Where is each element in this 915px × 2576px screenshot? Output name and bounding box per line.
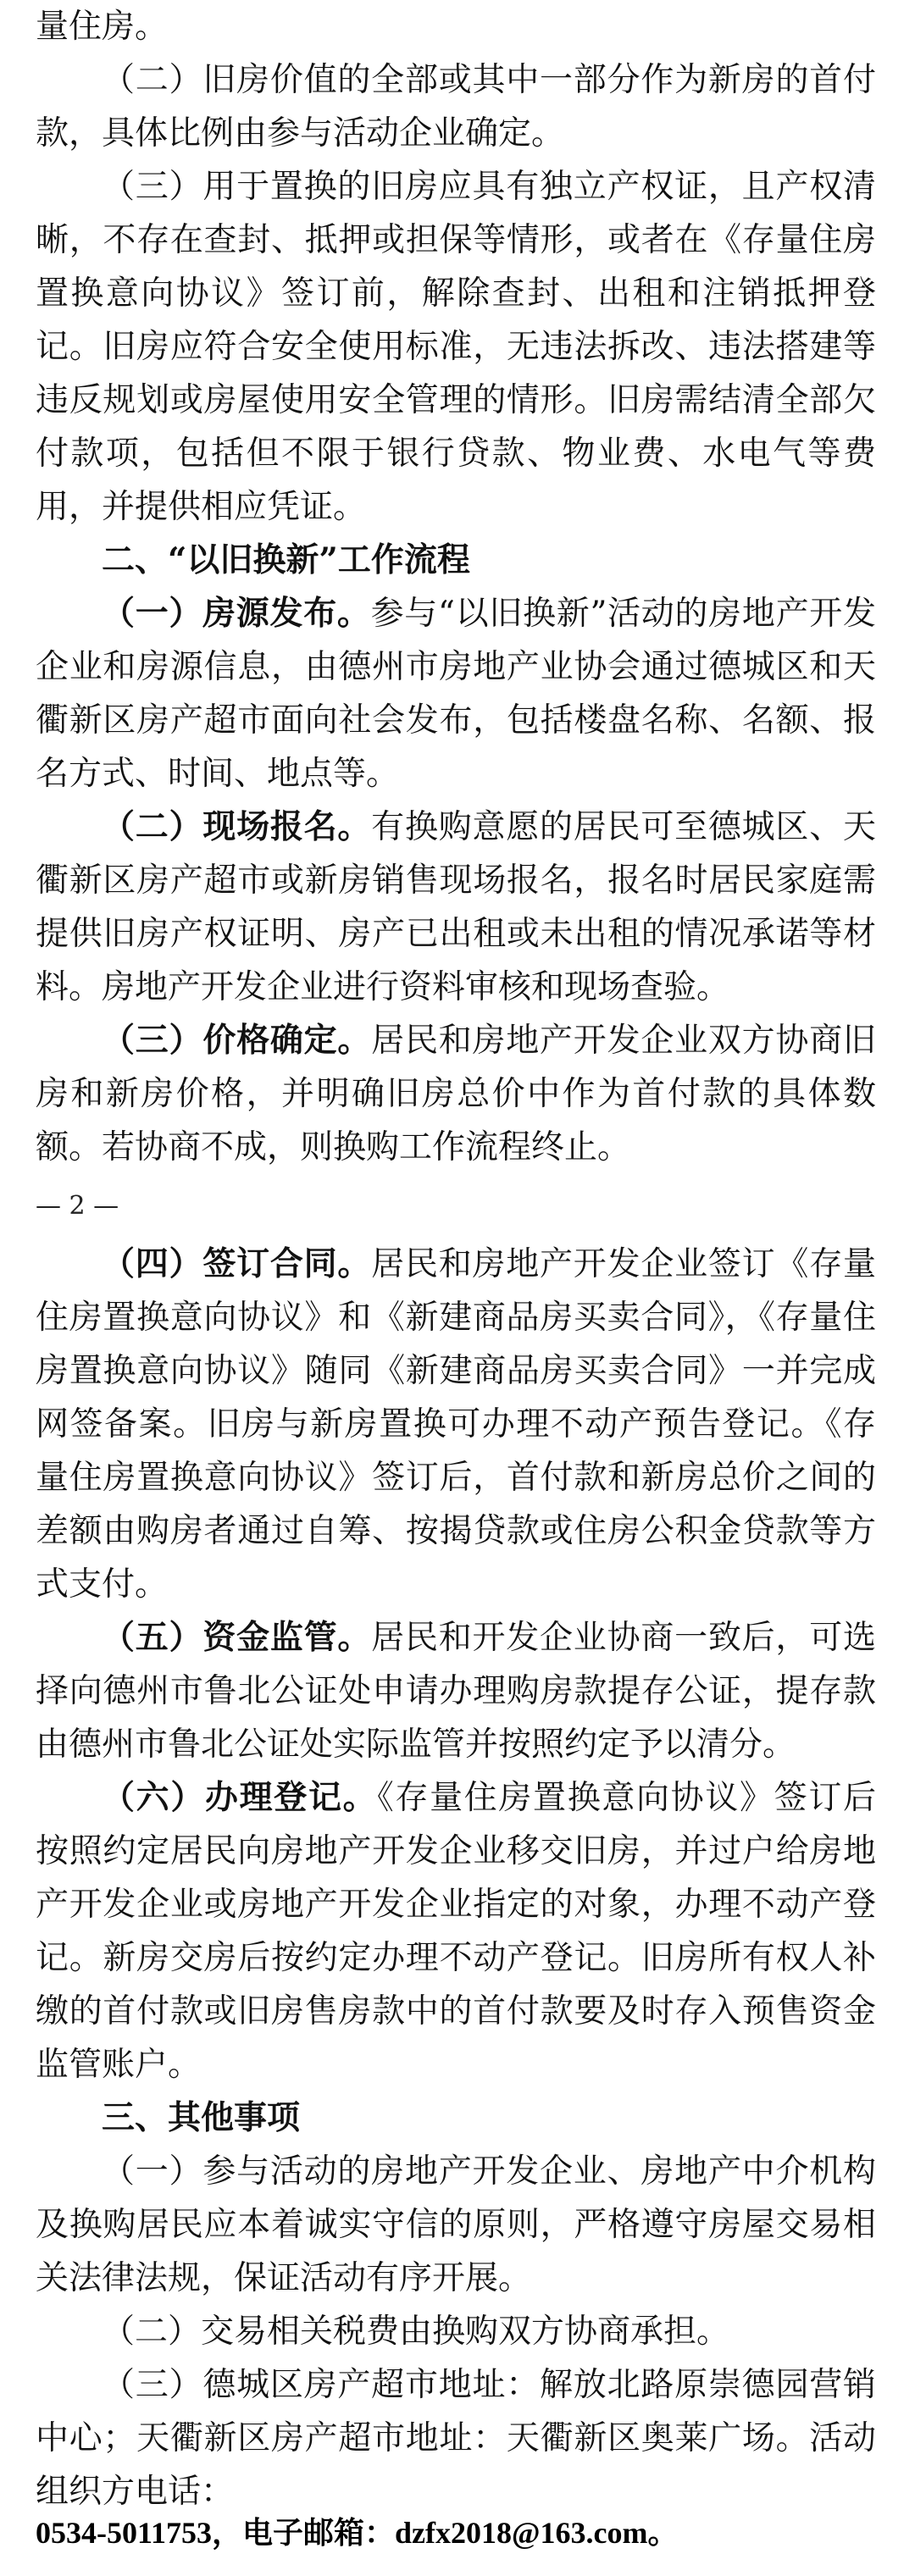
paragraph-down-payment: （二）旧房价值的全部或其中一部分作为新房的首付款，具体比例由参与活动企业确定。 (36, 61, 876, 152)
paragraph-registration (36, 1771, 876, 2091)
paragraph-addresses: （三）德城区房产超市地址：解放北路原崇德园营销中心；天衢新区房产超市地址：天衢新区奥莱广场。活动组织方电话： (36, 2366, 876, 2511)
lead-registration: （六）办理登记。 (102, 1778, 378, 1817)
body-listing-release: 参与“以旧换新”活动的房地产开发企业和房源信息，由德州市房地产业协会通过德城区和天衢新区房产超市面向社会发布，包括楼盘名称、名额、报名方式、时间、地点等。 (36, 595, 876, 793)
lead-fund-supervision: （五）资金监管。 (102, 1618, 372, 1657)
paragraph-price-confirmation (36, 1014, 876, 1174)
paragraph-listing-release (36, 587, 876, 800)
body-contract-signing: 居民和房地产开发企业签订《存量住房置换意向协议》和《新建商品房买卖合同》，《存量住房置换意向协议》随同《新建商品房买卖合同》一并完成网签备案。旧房与新房置换可办理不动产预告登记。《存量住房置换意向协议》签订后，首付款和新房总价之间的差额由购房者通过自筹、按揭贷款或住房公积金贷款等方式支付。 (36, 1245, 876, 1604)
page-number: — 2 — (36, 1191, 119, 1221)
paragraph-housing-end: 量住房。 (36, 8, 169, 46)
body-fund-supervision: 居民和开发企业协商一致后，可选择向德州市鲁北公证处申请办理购房款提存公证，提存款由德州市鲁北公证处实际监管并按照约定予以清分。 (36, 1619, 876, 1764)
paragraph-taxes: （二）交易相关税费由换购双方协商承担。 (102, 2313, 730, 2351)
contact-line: 0534-5011753，电子邮箱：dzfx2018@163.com。 (36, 2516, 679, 2550)
paragraph-fund-supervision (36, 1611, 876, 1771)
paragraph-onsite-registration (36, 800, 876, 1014)
section-heading-workflow: 二、“以旧换新”工作流程 (102, 540, 470, 579)
lead-contract-signing: （四）签订合同。 (102, 1244, 372, 1283)
lead-onsite-registration: （二）现场报名。 (102, 807, 372, 846)
body-registration: 《存量住房置换意向协议》签订后按照约定居民向房地产开发企业移交旧房，并过户给房地产开发企业或房地产开发企业指定的对象，办理不动产登记。新房交房后按约定办理不动产登记。旧房所有权人补缴的首付款或旧房售房款中的首付款要及时存入预售资金监管账户。 (36, 1779, 876, 2084)
lead-listing-release: （一）房源发布。 (102, 594, 371, 633)
paragraph-contract-signing (36, 1238, 876, 1611)
body-price-confirmation: 居民和房地产开发企业双方协商旧房和新房价格，并明确旧房总价中作为首付款的具体数额。若协商不成，则换购工作流程终止。 (36, 1022, 876, 1166)
paragraph-integrity: （一）参与活动的房地产开发企业、房地产中介机构及换购居民应本着诚实守信的原则，严格遵守房屋交易相关法律法规，保证活动有序开展。 (36, 2152, 876, 2297)
section-heading-other-matters: 三、其他事项 (102, 2098, 301, 2137)
paragraph-property-requirements: （三）用于置换的旧房应具有独立产权证，且产权清晰，不存在查封、抵押或担保等情形，或者在《存量住房置换意向协议》签订前，解除查封、出租和注销抵押登记。旧房应符合安全使用标准，无违法拆改、违法搭建等违反规划或房屋使用安全管理的情形。旧房需结清全部欠付款项，包括但不限于银行贷款、物业费、水电气等费用，并提供相应凭证。 (36, 168, 876, 526)
body-onsite-registration: 有换购意愿的居民可至德城区、天衢新区房产超市或新房销售现场报名，报名时居民家庭需提供旧房产权证明、房产已出租或未出租的情况承诺等材料。房地产开发企业进行资料审核和现场查验。 (36, 808, 876, 1006)
lead-price-confirmation: （三）价格确定。 (102, 1021, 372, 1060)
